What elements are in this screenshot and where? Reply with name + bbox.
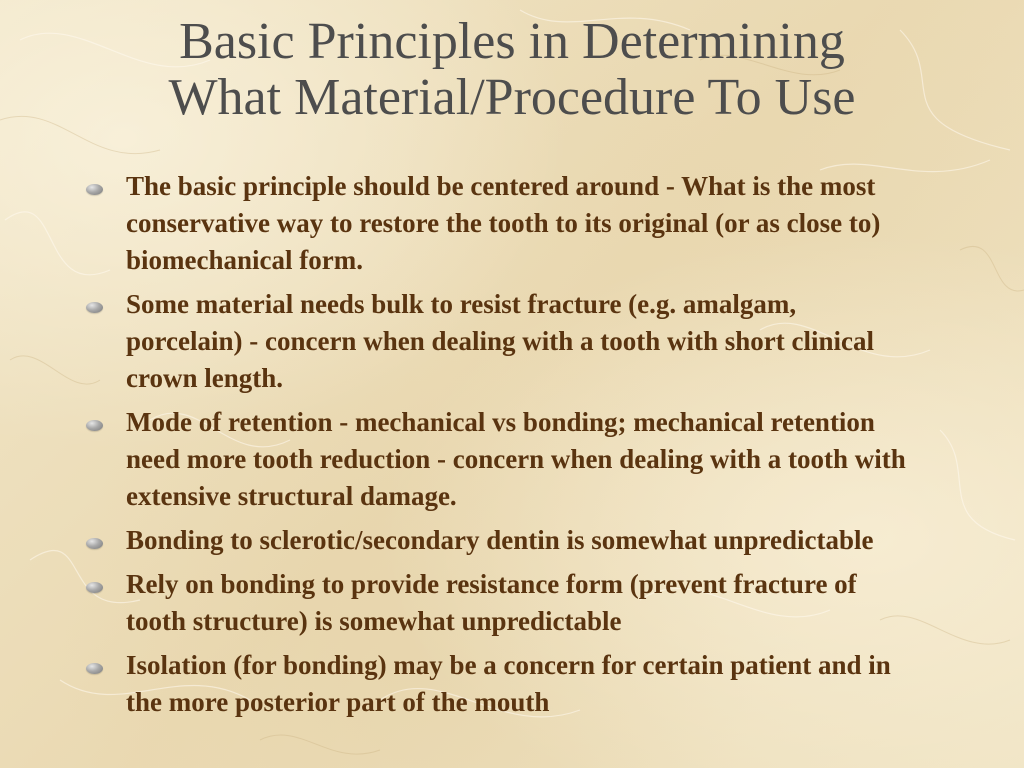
slide-title-line-2: What Material/Procedure To Use [168,69,856,126]
bullet-item-isolation [84,647,906,721]
bullet-icon [86,302,103,313]
bullet-item-resistance-form [84,566,906,640]
bullet-icon [86,538,103,549]
slide-title-line-1: Basic Principles in Determining [179,13,845,70]
bullet-text: Bonding to sclerotic/secondary dentin is somewhat unpredictable [126,525,874,555]
bullet-icon [86,184,103,195]
bullet-item-sclerotic-dentin [84,522,906,559]
bullet-text: Some material needs bulk to resist fracture (e.g. amalgam, porcelain) - concern when dealing with a tooth with short clinical crown length. [126,289,874,393]
bullet-icon [86,582,103,593]
bullet-icon [86,420,103,431]
bullet-list [84,168,944,728]
bullet-text: Isolation (for bonding) may be a concern for certain patient and in the more posterior part of the mouth [126,650,891,717]
bullet-item-mode-of-retention [84,404,906,515]
slide-title [0,14,1024,126]
bullet-text: Rely on bonding to provide resistance form (prevent fracture of tooth structure) is somewhat unpredictable [126,569,857,636]
bullet-item-conservative-restoration [84,168,906,279]
bullet-text: Mode of retention - mechanical vs bonding; mechanical retention need more tooth reduction - concern when dealing with a tooth with extensive structural damage. [126,407,906,511]
bullet-text: The basic principle should be centered around - What is the most conservative way to restore the tooth to its original (or as close to) biomechanical form. [126,171,881,275]
bullet-item-material-bulk [84,286,906,397]
bullet-icon [86,663,103,674]
